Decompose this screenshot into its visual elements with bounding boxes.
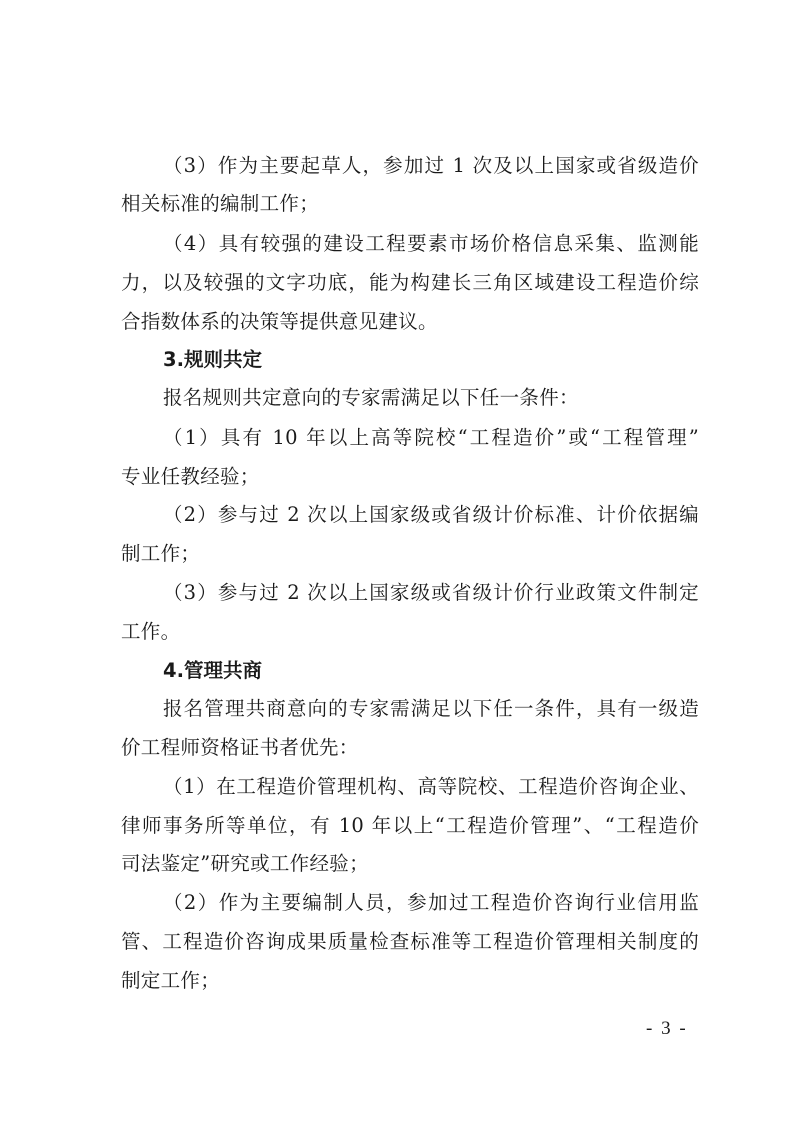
body-text-line: （3）作为主要起草人，参加过 1 次及以上国家或省级造价: [163, 154, 699, 177]
body-text-line: 合指数体系的决策等提供意见建议。: [121, 310, 438, 333]
section-heading: 3.规则共定: [163, 348, 262, 371]
body-text-line: 制定工作；: [121, 969, 221, 992]
page-number: - 3 -: [646, 1018, 688, 1039]
body-text-line: 管、工程造价咨询成果质量检查标准等工程造价管理相关制度的: [121, 930, 699, 953]
body-text-line: 报名规则共定意向的专家需满足以下任一条件：: [163, 386, 579, 409]
body-text-line: （2）参与过 2 次以上国家级或省级计价标准、计价依据编: [163, 503, 699, 526]
body-text-line: 律师事务所等单位，有 10 年以上“工程造价管理”、“工程造价: [121, 814, 699, 837]
body-text-line: （1）具有 10 年以上高等院校“工程造价”或“工程管理”: [163, 426, 699, 449]
body-text-line: 力，以及较强的文字功底，能为构建长三角区域建设工程造价综: [121, 271, 699, 294]
body-text-line: （4）具有较强的建设工程要素市场价格信息采集、监测能: [163, 232, 699, 255]
section-heading: 4.管理共商: [163, 659, 262, 682]
body-text-line: （1）在工程造价管理机构、高等院校、工程造价咨询企业、: [163, 775, 699, 798]
body-text-line: 工作。: [121, 620, 181, 643]
body-text-line: 价工程师资格证书者优先：: [121, 736, 359, 759]
body-text-line: 相关标准的编制工作；: [121, 192, 320, 215]
body-text-line: （2）作为主要编制人员，参加过工程造价咨询行业信用监: [163, 891, 699, 914]
body-text-line: 专业任教经验；: [121, 465, 260, 488]
body-text-line: 司法鉴定”研究或工作经验；: [121, 852, 369, 875]
body-text-line: 报名管理共商意向的专家需满足以下任一条件，具有一级造: [163, 697, 699, 720]
body-text-line: （3）参与过 2 次以上国家级或省级计价行业政策文件制定: [163, 581, 699, 604]
body-text-line: 制工作；: [121, 542, 201, 565]
